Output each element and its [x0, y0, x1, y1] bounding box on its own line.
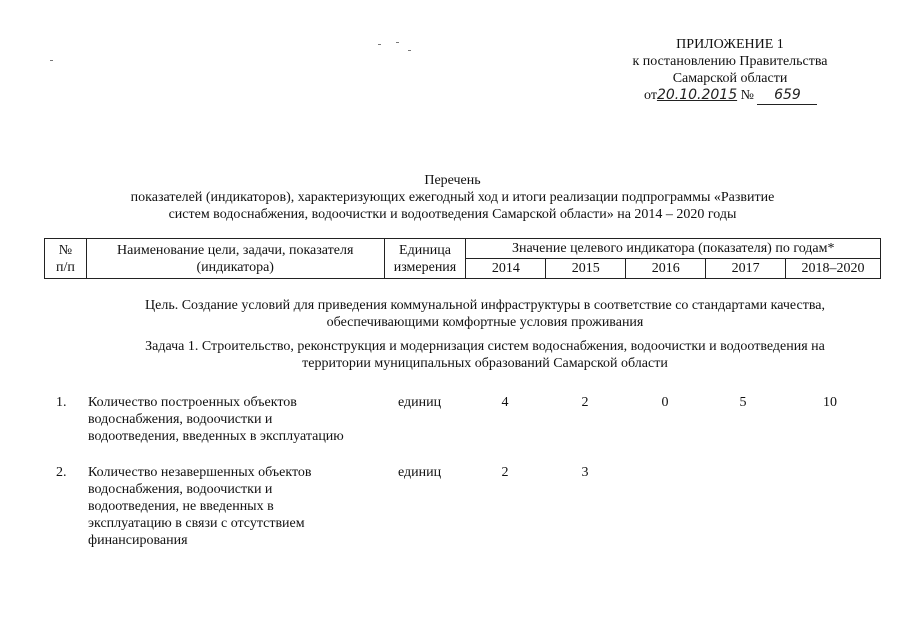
indicators-table-header [44, 238, 881, 279]
row-name-line: Количество построенных объектов [88, 395, 297, 410]
row-unit: единиц [398, 395, 442, 410]
row-name-line: водоснабжения, водоочистки и [88, 412, 273, 427]
row-value-2015: 2 [581, 395, 589, 410]
row-value-2018-2020: 10 [823, 395, 837, 410]
title-line-3: систем водоснабжения, водоочистки и водоотведения Самарской области» на 2014 – 2020 годы [168, 207, 737, 222]
header-name-cell [86, 239, 384, 279]
row-value-2017: 5 [739, 395, 747, 410]
header-unit-cell [384, 239, 466, 279]
header-num-b: п/п [56, 259, 75, 275]
task-section [90, 338, 880, 372]
appendix-date-line [600, 87, 860, 105]
row-name-line: финансирования [88, 533, 188, 548]
header-values-cell: Значение целевого индикатора (показателя) по годам* [466, 239, 881, 259]
row-name-line: водоотведения, введенных в эксплуатацию [88, 429, 344, 444]
appendix-decree-line: к постановлению Правительства [632, 54, 828, 69]
row-value-2014: 2 [501, 465, 509, 480]
goal-line-2: обеспечивающими комфортные условия проживания [326, 315, 644, 330]
header-name-b: (индикатора) [196, 259, 274, 275]
row-value-2014: 4 [501, 395, 509, 410]
header-year-2015: 2015 [546, 259, 626, 279]
row-value-2015: 3 [581, 465, 589, 480]
row-name-line: Количество незавершенных объектов [88, 465, 312, 480]
header-unit-a: Единица [399, 242, 451, 258]
header-year-2016: 2016 [626, 259, 706, 279]
row-unit: единиц [398, 465, 442, 480]
header-year-2017: 2017 [706, 259, 786, 279]
scan-speck [408, 50, 411, 51]
document-title [0, 172, 905, 223]
scan-speck [50, 60, 53, 61]
row-name-line: эксплуатацию в связи с отсутствием [88, 516, 305, 531]
appendix-region-line: Самарской области [672, 71, 788, 86]
task-line-1: Задача 1. Строительство, реконструкция и модернизация систем водоснабжения, водоочистки и водоотведения на [145, 339, 825, 354]
row-indicator-name [88, 464, 378, 549]
header-name-a: Наименование цели, задачи, показателя [117, 242, 354, 258]
row-indicator-name [88, 394, 378, 445]
scan-speck [396, 42, 399, 43]
title-line-1: Перечень [424, 173, 481, 188]
date-prefix: от [644, 88, 657, 103]
appendix-block [600, 36, 860, 105]
row-number: 1. [56, 395, 67, 410]
title-line-2: показателей (индикаторов), характеризующих ежегодный ход и итоги реализации подпрограммы «Развитие [130, 190, 775, 205]
header-year-2018-2020: 2018–2020 [786, 259, 881, 279]
header-unit-b: измерения [393, 259, 457, 275]
row-number: 2. [56, 465, 67, 480]
header-year-2014: 2014 [466, 259, 546, 279]
appendix-heading: ПРИЛОЖЕНИЕ 1 [676, 37, 784, 52]
scan-speck [378, 44, 381, 45]
row-name-line: водоотведения, не введенных в [88, 499, 274, 514]
number-sign: № [740, 88, 754, 103]
header-num-cell [45, 239, 87, 279]
row-name-line: водоснабжения, водоочистки и [88, 482, 273, 497]
goal-section [90, 297, 880, 331]
goal-line-1: Цель. Создание условий для приведения коммунальной инфраструктуры в соответствие со стандартами качества, [145, 298, 825, 313]
handwritten-date: 20.10.2015 [656, 87, 738, 103]
handwritten-number: 659 [774, 87, 801, 103]
header-num-a: № [58, 242, 73, 258]
row-value-2016: 0 [661, 395, 669, 410]
task-line-2: территории муниципальных образований Самарской области [302, 356, 668, 371]
